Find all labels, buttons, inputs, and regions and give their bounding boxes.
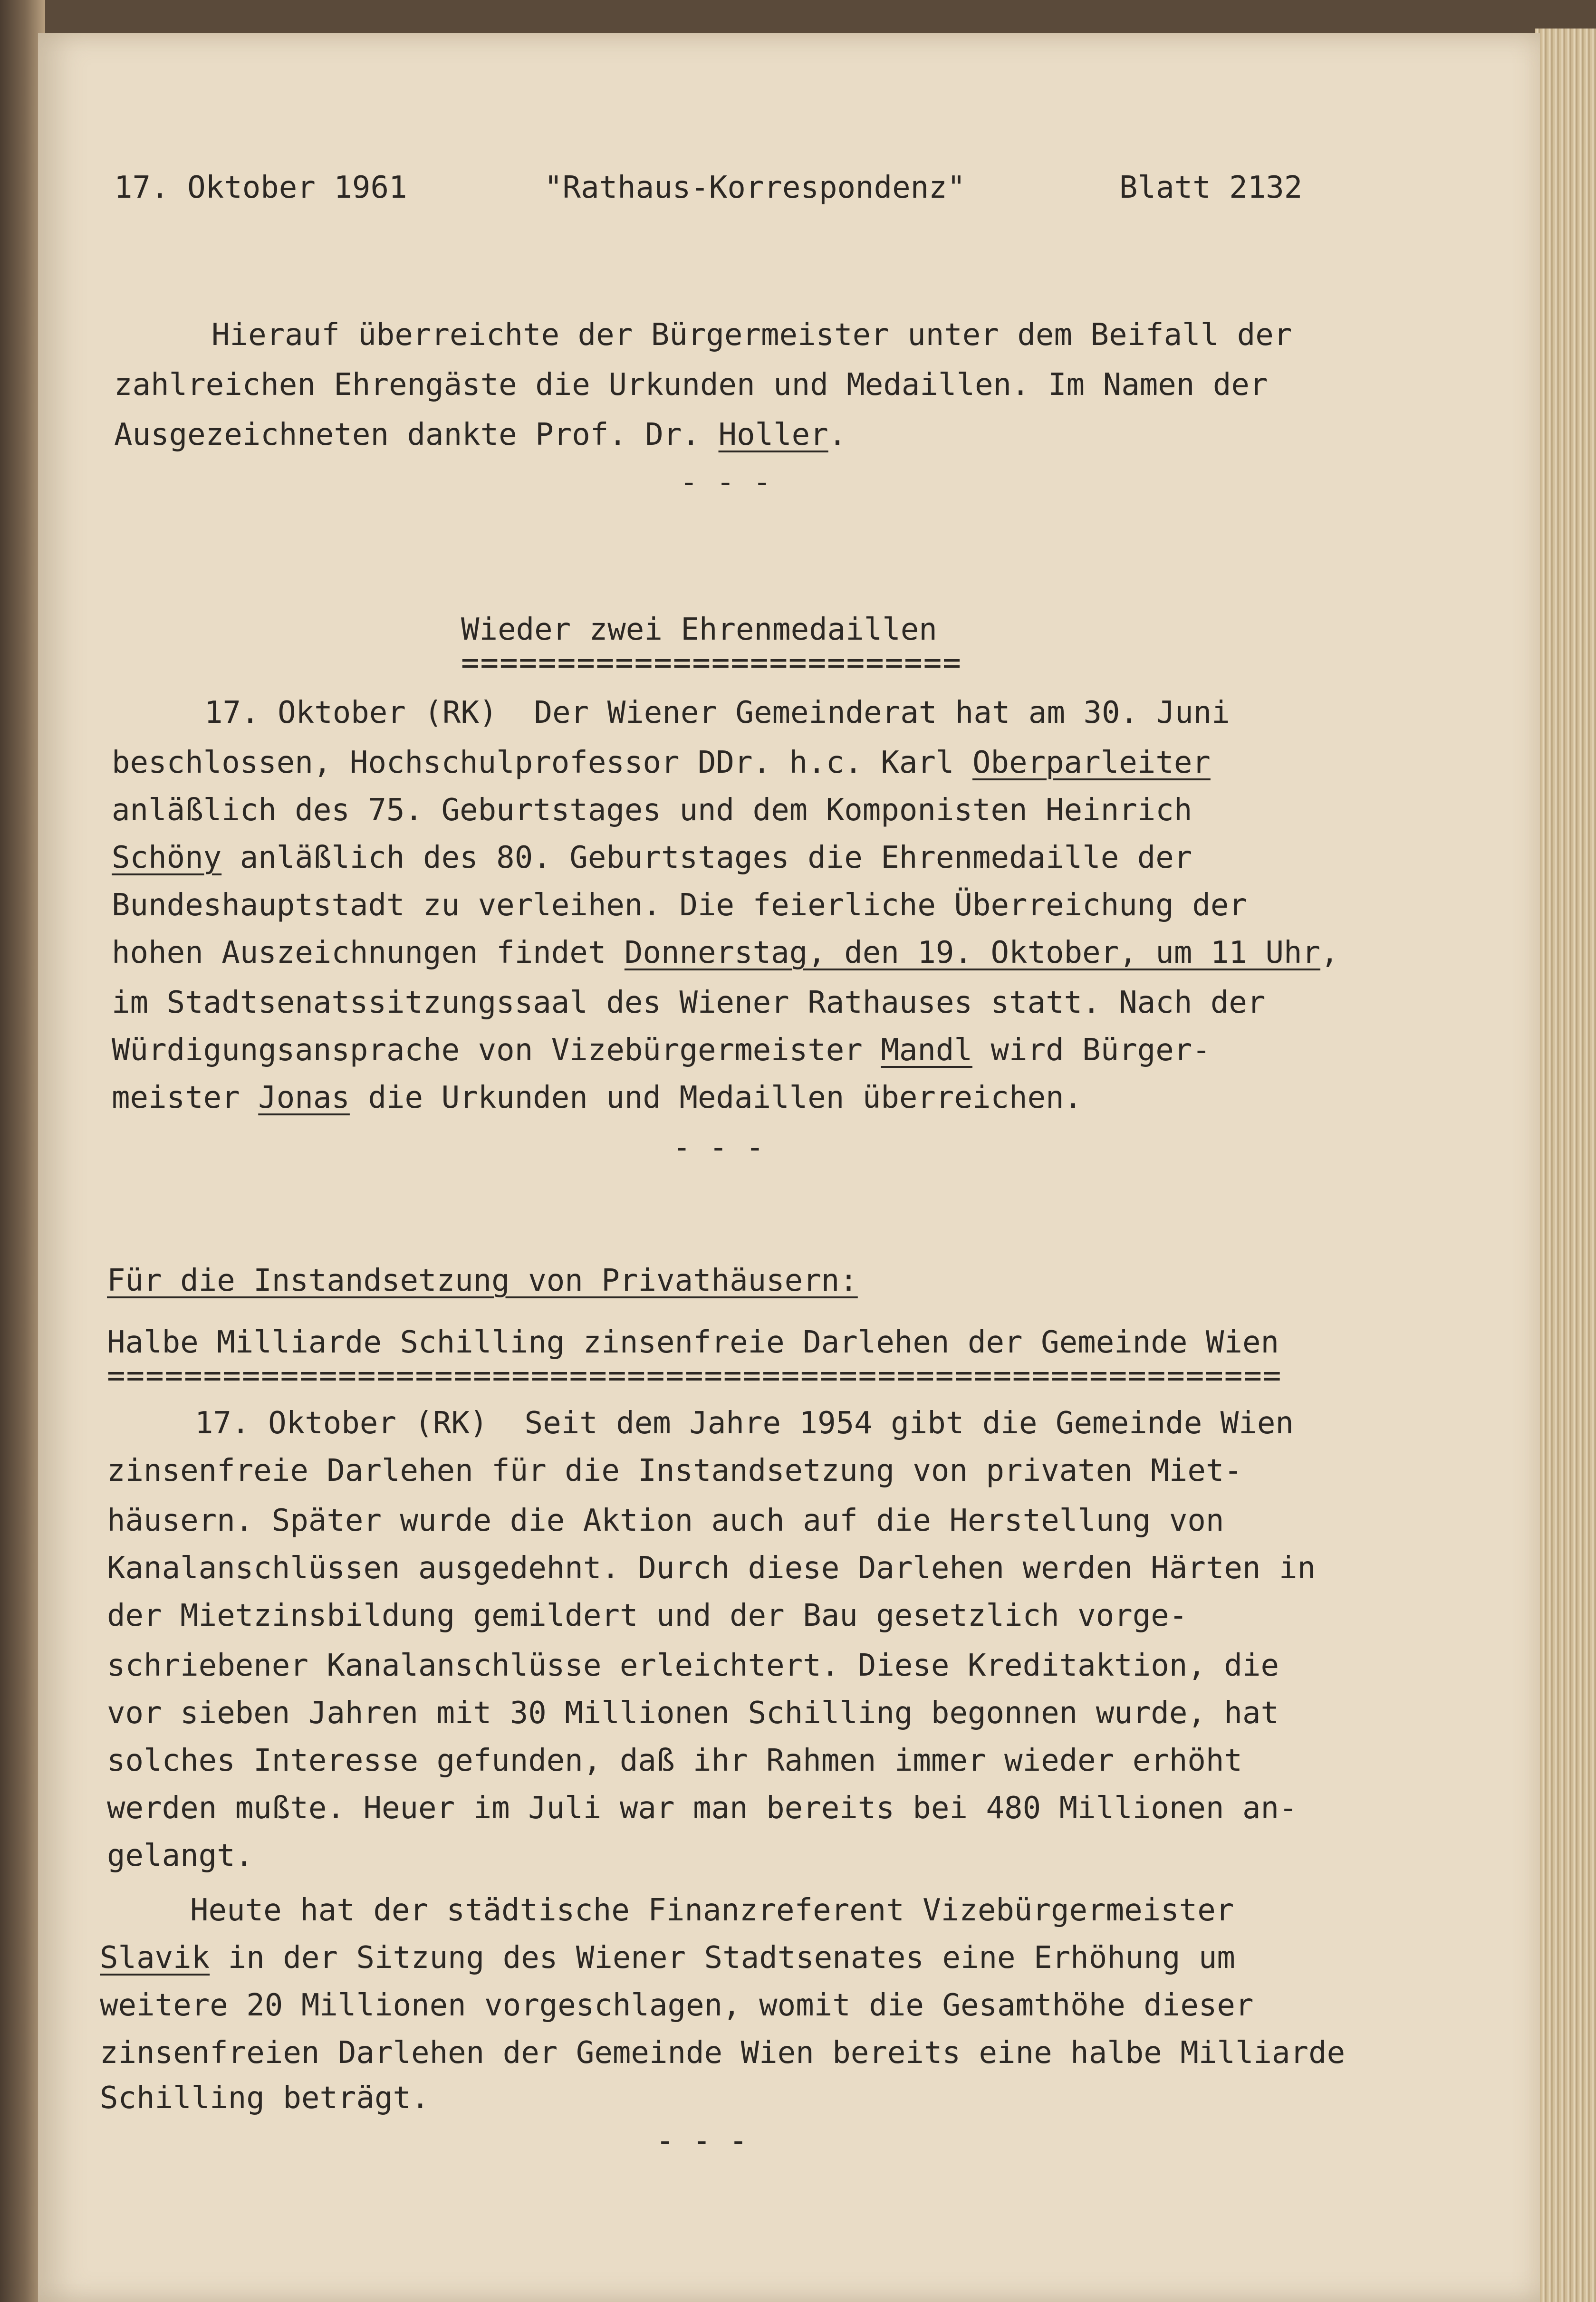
p1-line-3 xyxy=(114,416,846,454)
name-slavik: Slavik xyxy=(100,1940,210,1976)
s3-p1-line-7: vor sieben Jahren mit 30 Millionen Schilling begonnen wurde, hat xyxy=(107,1696,1279,1731)
s2-line-8 xyxy=(112,1031,1211,1069)
s2-line-8-text: Würdigungsansprache von Vizebürgermeister xyxy=(112,1033,881,1068)
s3-p1-line-9: werden mußte. Heuer im Juli war man bereits bei 480 Millionen an- xyxy=(107,1791,1298,1826)
s3-p2-line-1: Heute hat der städtische Finanzreferent Vizebürgermeister xyxy=(190,1893,1234,1928)
separator-2: - - - xyxy=(673,1130,764,1165)
s2-line-9-text: meister xyxy=(112,1080,259,1115)
s3-p2-line-4: zinsenfreien Darlehen der Gemeinde Wien bereits eine halbe Milliarde xyxy=(100,2035,1346,2071)
s3-p2-line-2-text: in der Sitzung des Wiener Stadtsenates eine Erhöhung um xyxy=(210,1940,1235,1976)
s2-line-2 xyxy=(112,744,1211,782)
p1-line-3-end: . xyxy=(828,417,847,452)
s2-line-9-end: die Urkunden und Medaillen überreichen. xyxy=(349,1080,1083,1115)
s3-p1-line-6: schriebener Kanalanschlüsse erleichtert. Diese Kreditaktion, die xyxy=(107,1648,1279,1683)
s2-line-4-text: anläßlich des 80. Geburtstages die Ehrenmedaille der xyxy=(221,840,1192,875)
s2-line-6 xyxy=(112,934,1339,972)
s3-p1-line-4: Kanalanschlüssen ausgedehnt. Durch diese Darlehen werden Härten in xyxy=(107,1551,1316,1586)
name-mandl: Mandl xyxy=(881,1033,972,1068)
separator-1: - - - xyxy=(680,465,771,500)
s3-p1-line-2: zinsenfreie Darlehen für die Instandsetzung von privaten Miet- xyxy=(107,1453,1242,1488)
p1-line-2: zahlreichen Ehrengäste die Urkunden und Medaillen. Im Namen der xyxy=(114,367,1268,403)
s3-p2-line-2 xyxy=(100,1939,1235,1977)
header-date: 17. Oktober 1961 xyxy=(114,170,407,205)
s3-p1-line-10: gelangt. xyxy=(107,1838,254,1873)
s2-line-1: 17. Oktober (RK) Der Wiener Gemeinderat hat am 30. Juni xyxy=(204,695,1230,730)
s3-p2-line-3: weitere 20 Millionen vorgeschlagen, womit die Gesamthöhe dieser xyxy=(100,1988,1254,2023)
name-schoeny: Schöny xyxy=(112,840,222,875)
name-jonas: Jonas xyxy=(258,1080,350,1115)
separator-3: - - - xyxy=(656,2123,748,2158)
s2-line-6-end: , xyxy=(1320,935,1339,970)
s2-line-2-text: beschlossen, Hochschulprofessor DDr. h.c. Karl xyxy=(112,745,972,780)
s2-line-9 xyxy=(112,1079,1082,1117)
p1-line-1: Hierauf überreichte der Bürgermeister unter dem Beifall der xyxy=(212,317,1292,353)
section3-title-1: Für die Instandsetzung von Privathäusern: xyxy=(107,1263,858,1298)
event-date: Donnerstag, den 19. Oktober, um 11 Uhr xyxy=(624,935,1321,970)
name-holler: Holler xyxy=(718,417,828,452)
section2-rule: ========================== xyxy=(461,645,962,681)
s3-p2-line-5: Schilling beträgt. xyxy=(100,2081,430,2116)
section3-title-2: Halbe Milliarde Schilling zinsenfreie Darlehen der Gemeinde Wien xyxy=(107,1325,1279,1360)
section2-title: Wieder zwei Ehrenmedaillen xyxy=(461,612,937,647)
s3-p1-line-5: der Mietzinsbildung gemildert und der Bau gesetzlich vorge- xyxy=(107,1598,1188,1633)
s2-line-3: anläßlich des 75. Geburtstages und dem Komponisten Heinrich xyxy=(112,793,1192,828)
s2-line-4 xyxy=(112,839,1192,877)
section3-rule: ============================================================= xyxy=(107,1358,1282,1393)
s3-p1-line-8: solches Interesse gefunden, daß ihr Rahmen immer wieder erhöht xyxy=(107,1743,1242,1778)
header-sheet: Blatt 2132 xyxy=(1119,170,1303,205)
s2-line-6-text: hohen Auszeichnungen findet xyxy=(112,935,625,970)
s3-p1-line-1: 17. Oktober (RK) Seit dem Jahre 1954 gibt die Gemeinde Wien xyxy=(195,1406,1294,1441)
s2-line-7: im Stadtsenatssitzungssaal des Wiener Rathauses statt. Nach der xyxy=(112,985,1266,1020)
p1-line-3-text: Ausgezeichneten dankte Prof. Dr. xyxy=(114,417,719,452)
s3-p1-line-3: häusern. Später wurde die Aktion auch auf die Herstellung von xyxy=(107,1503,1224,1538)
header-publication: "Rathaus-Korrespondenz" xyxy=(544,170,966,205)
page-edges xyxy=(1535,29,1596,2302)
s2-line-5: Bundeshauptstadt zu verleihen. Die feierliche Überreichung der xyxy=(112,888,1247,923)
s2-line-8-end: wird Bürger- xyxy=(972,1033,1211,1068)
name-oberparleiter: Oberparleiter xyxy=(972,745,1211,780)
